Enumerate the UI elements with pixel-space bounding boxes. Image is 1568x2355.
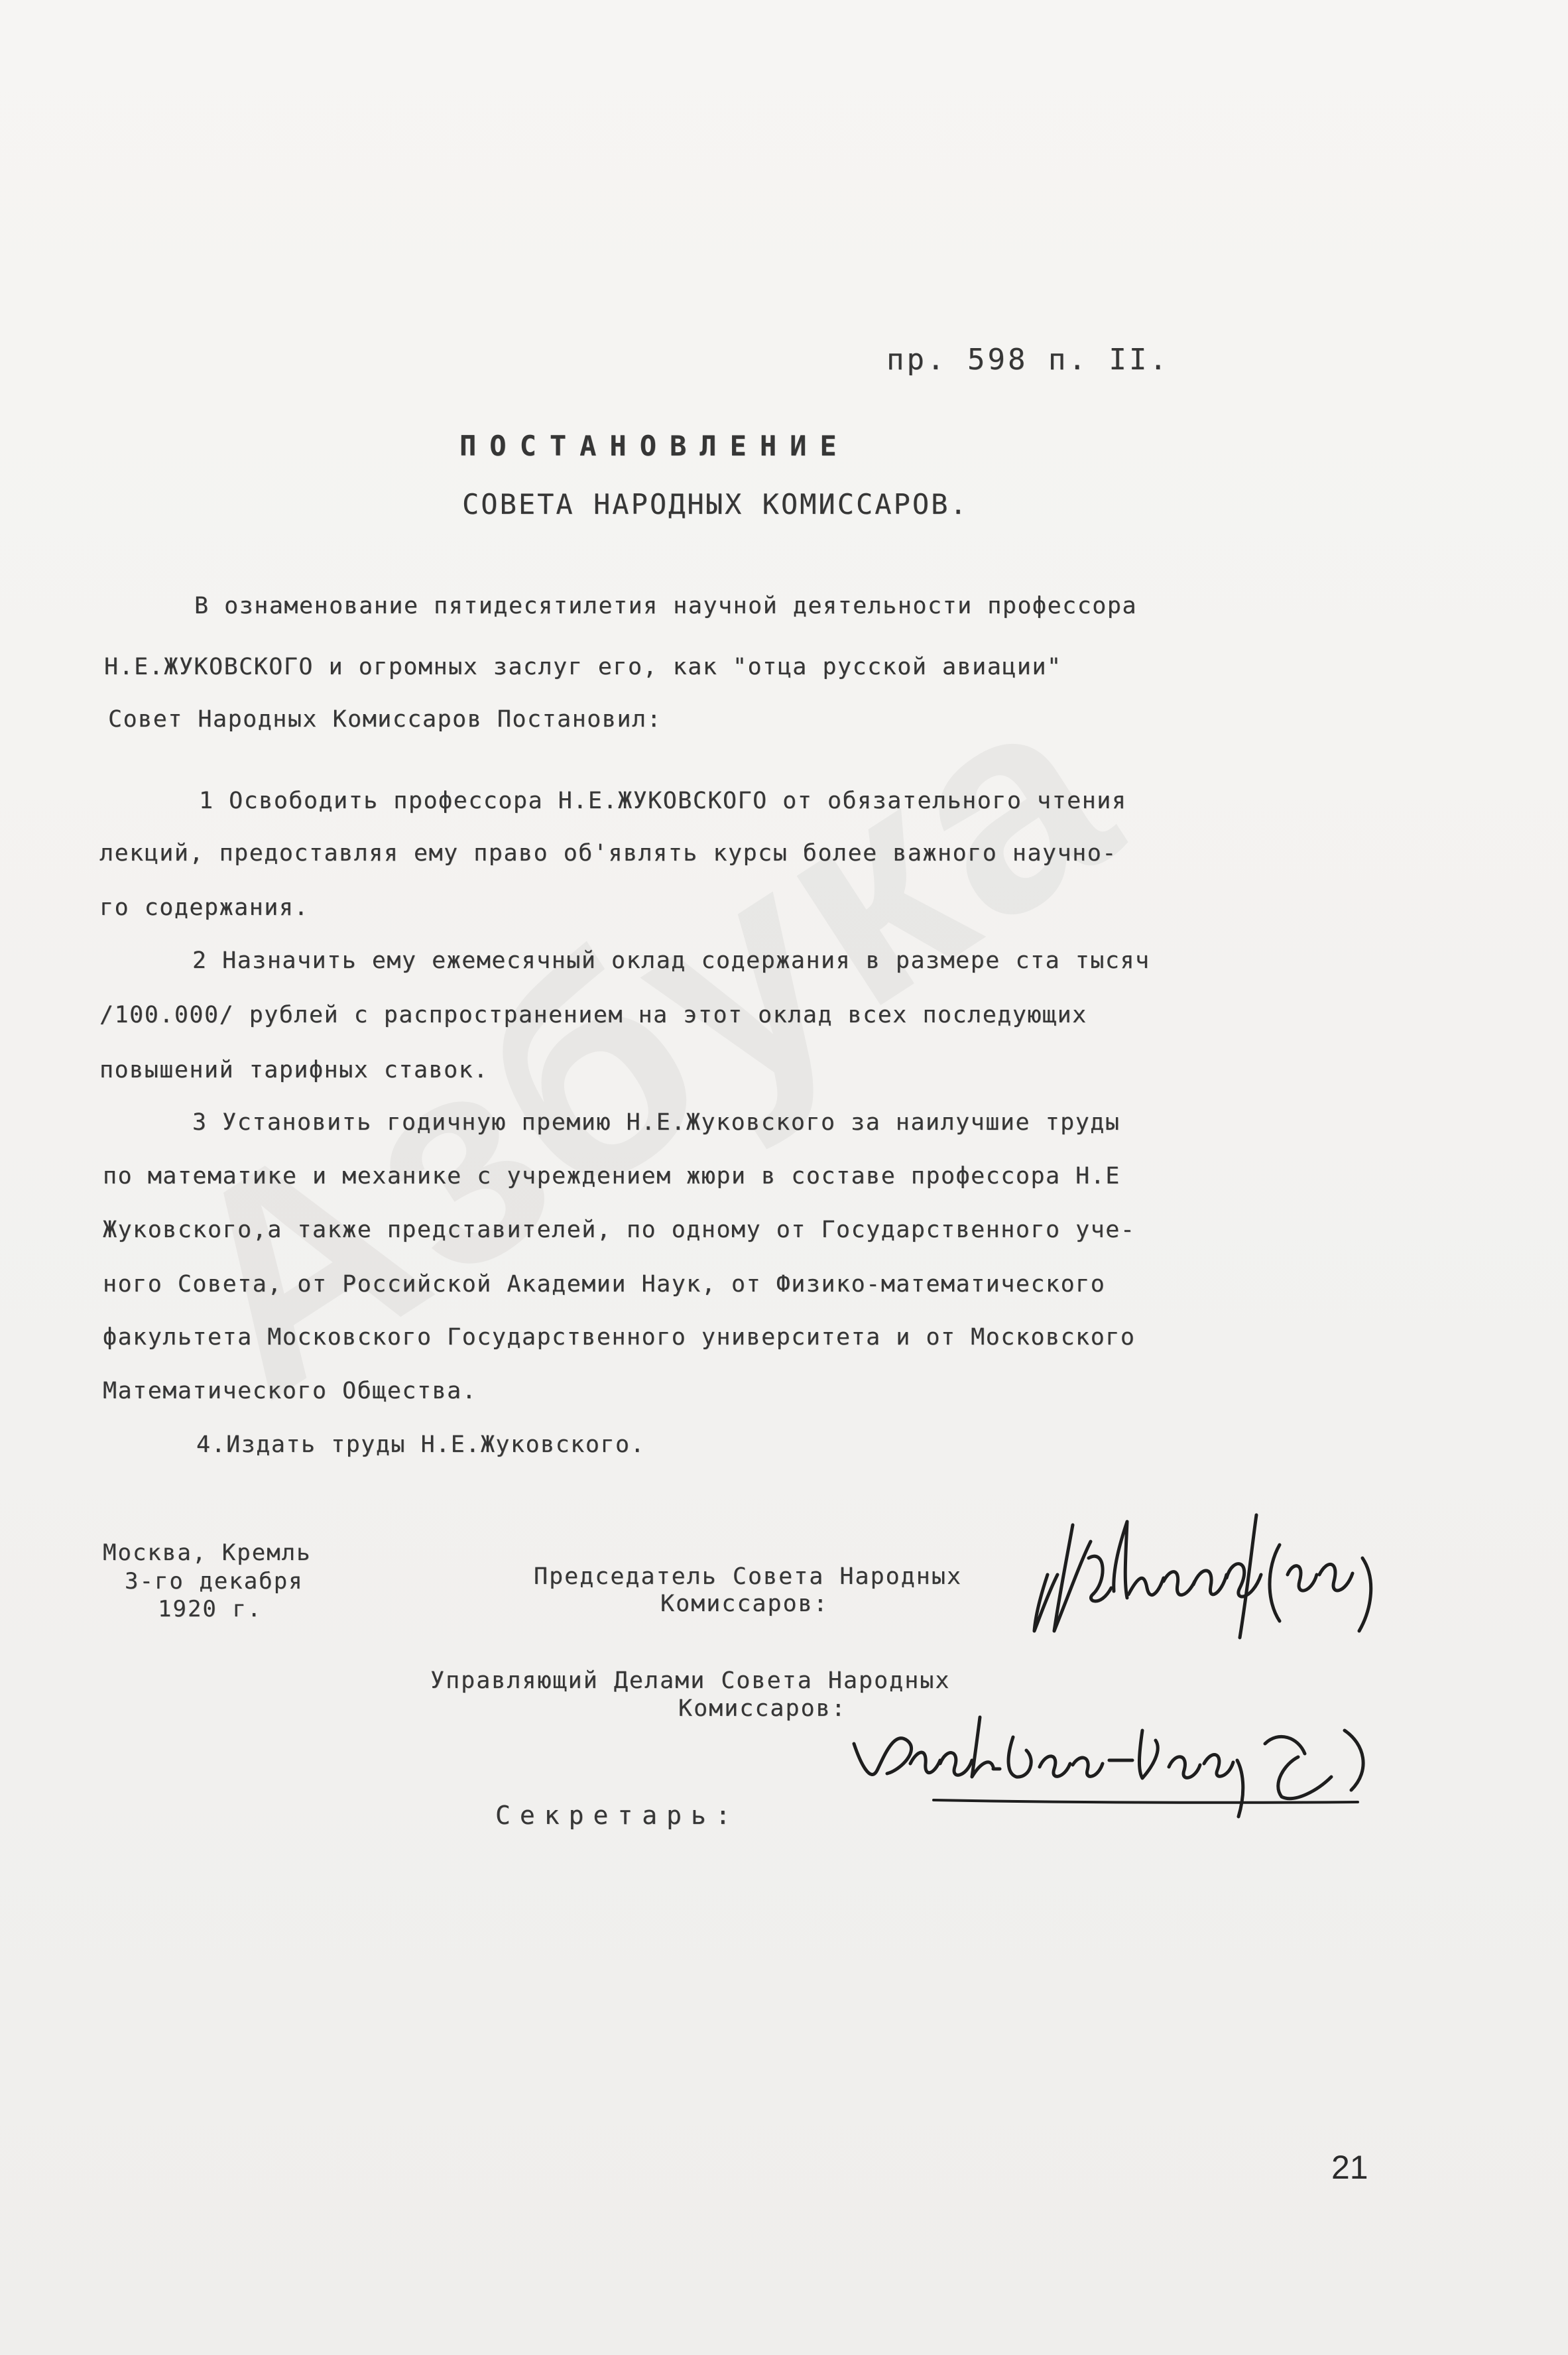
item-3-line: по математике и механике с учреждением жюри в составе профессора Н.Е <box>103 1163 1120 1189</box>
page-number: 21 <box>1331 2149 1368 2186</box>
chairman-title: Председатель Совета Народных <box>534 1563 963 1590</box>
item-4-line: 4.Издать труды Н.Е.Жуковского. <box>196 1431 646 1458</box>
manager-title: Управляющий Делами Совета Народных <box>430 1667 951 1694</box>
manager-signature <box>841 1704 1391 1830</box>
preamble-line: Совет Народных Комиссаров Постановил: <box>108 706 662 733</box>
place-line: Москва, Кремль <box>103 1540 312 1566</box>
chairman-title-cont: Комиссаров: <box>660 1591 829 1617</box>
item-3-line: факультета Московского Государственного университета и от Московского <box>103 1324 1136 1351</box>
item-3-line: 3 Установить годичную премию Н.Е.Жуковского за наилучшие труды <box>192 1109 1120 1136</box>
date-line: 3-го декабря <box>125 1568 304 1595</box>
item-2-line: /100.000/ рублей с распространением на этот оклад всех последующих <box>99 1002 1087 1028</box>
item-1-line: го содержания. <box>99 894 310 921</box>
order-reference: пр. 598 п. II. <box>886 343 1170 377</box>
item-3-line: Жуковского,а также представителей, по одному от Государственного уче- <box>103 1217 1136 1243</box>
secretary-label: Секретарь: <box>495 1801 740 1830</box>
chairman-signature <box>1028 1495 1412 1654</box>
item-1-line: лекций, предоставляя ему право об'являть курсы более важного научно- <box>99 840 1117 867</box>
item-3-line: Математического Общества. <box>103 1378 477 1404</box>
item-1-line: 1 Освободить профессора Н.Е.ЖУКОВСКОГО от обязательного чтения <box>199 788 1127 814</box>
manager-title-cont: Комиссаров: <box>678 1695 847 1722</box>
item-2-line: повышений тарифных ставок. <box>99 1057 489 1083</box>
document-title: ПОСТАНОВЛЕНИЕ <box>459 430 850 462</box>
preamble-line <box>194 595 1374 618</box>
year-line: 1920 г. <box>158 1596 263 1622</box>
item-3-line: ного Совета, от Российской Академии Наук, от Физико-математического <box>103 1271 1106 1298</box>
preamble-line: Н.Е.ЖУКОВСКОГО и огромных заслуг его, как "отца русской авиации" <box>104 654 1062 680</box>
document-subtitle: СОВЕТА НАРОДНЫХ КОМИССАРОВ. <box>462 488 969 520</box>
item-2-line: 2 Назначить ему ежемесячный оклад содержания в размере ста тысяч <box>192 947 1150 974</box>
text-line: В ознаменование пятидесятилетия научной деятельности профессора <box>194 593 1138 619</box>
